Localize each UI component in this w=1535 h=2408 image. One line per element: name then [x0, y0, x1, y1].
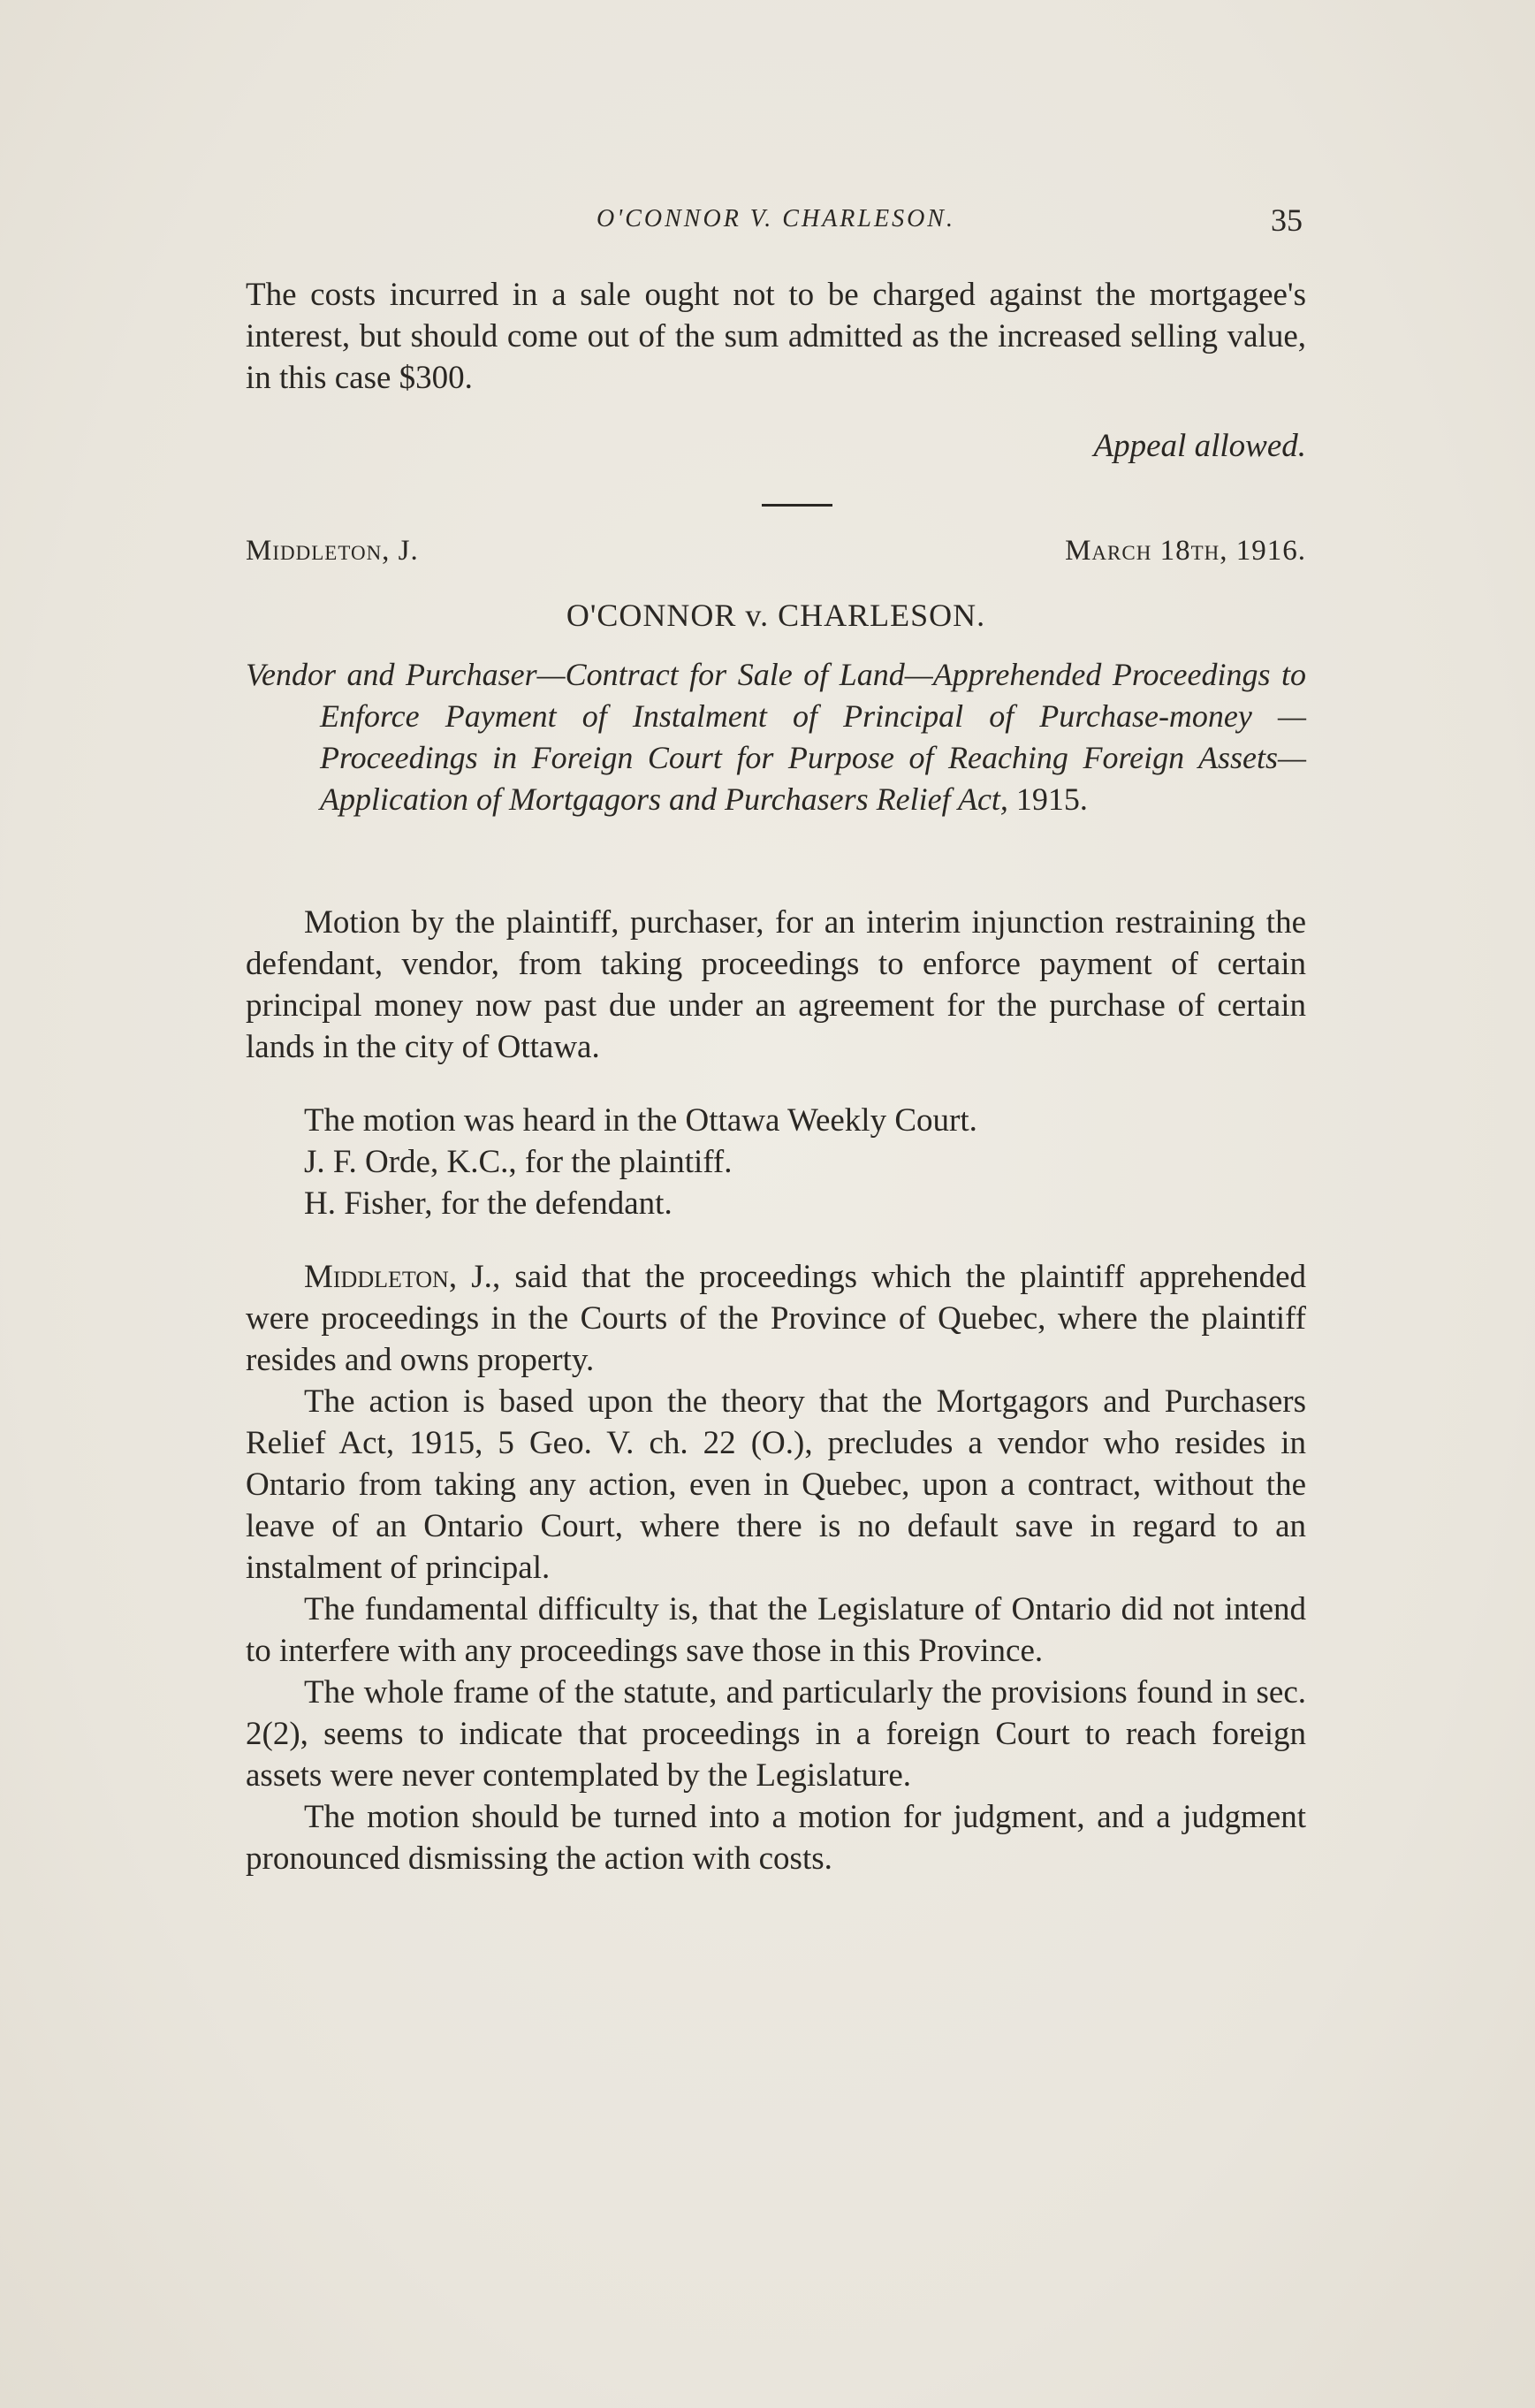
difficulty-paragraph: The fundamental difficulty is, that the Legislature of Ontario did not intend to interfere with any proceedings save those in this Province. [246, 1591, 1306, 1669]
opening-paragraph: The costs incurred in a sale ought not to be charged against the mortgagee's interest, but should come out of the sum admitted as the increased selling value, in this case $300. [246, 277, 1306, 396]
running-head [246, 202, 1306, 244]
case-header [246, 535, 1306, 568]
judgment-judge: Middleton, J. [304, 1259, 492, 1295]
counsel-plaintiff: J. F. Orde, K.C., for the plaintiff. [304, 1144, 733, 1180]
running-title: O'CONNOR V. CHARLESON. [597, 205, 955, 232]
case-date: March 18th, 1916. [1065, 535, 1306, 567]
body-section [246, 902, 1306, 1879]
motion-paragraph: Motion by the plaintiff, purchaser, for an interim injunction restraining the defendant, vendor, from taking proceedings to enforce payment of certain principal money now past due under an agreement for the purchase of certain lands in the city of Ottawa. [246, 904, 1306, 1065]
action-paragraph: The action is based upon the theory that the Mortgagors and Purchasers Relief Act, 1915, 5 Geo. V. ch. 22 (O.), precludes a vendor who resides in Ontario from taking any action, even in Quebec, upon a contract, without the leave of an Ontario Court, where there is no default save in regard to an instalment of principal. [246, 1383, 1306, 1586]
judgment-paragraph [246, 1256, 1306, 1381]
case-title: O'CONNOR v. CHARLESON. [566, 598, 986, 633]
counsel-defendant: H. Fisher, for the defendant. [304, 1185, 673, 1222]
case-judge: Middleton, J. [246, 535, 419, 567]
page-number: 35 [1271, 202, 1303, 238]
section-divider [762, 504, 832, 507]
heard-paragraph: The motion was heard in the Ottawa Weekly Court. [304, 1102, 977, 1139]
headnote-year: 1915. [1015, 781, 1088, 817]
conclusion-paragraph: The motion should be turned into a motion for judgment, and a judgment pronounced dismissing the action with costs. [246, 1799, 1306, 1877]
headnote-text: Vendor and Purchaser—Contract for Sale of Land—Apprehended Proceedings to Enforce Payment of Instalment of Principal of Purchase-money — Proceedings in Foreign Court for Purpose of Reaching Foreign Assets—Application of Mortgagors and Purchasers Relief Act, [246, 657, 1306, 817]
closing-note: Appeal allowed. [1093, 428, 1306, 464]
judgment-intro: , said that the proceedings which the plaintiff apprehended were proceedings in the Courts of the Province of Quebec, where the plaintiff resides and owns property. [246, 1259, 1306, 1378]
opening-section [246, 274, 1306, 467]
headnote [246, 654, 1306, 820]
frame-paragraph: The whole frame of the statute, and particularly the provisions found in sec. 2(2), seems to indicate that proceedings in a foreign Court to reach foreign assets were never contemplated by the Legislature. [246, 1674, 1306, 1794]
